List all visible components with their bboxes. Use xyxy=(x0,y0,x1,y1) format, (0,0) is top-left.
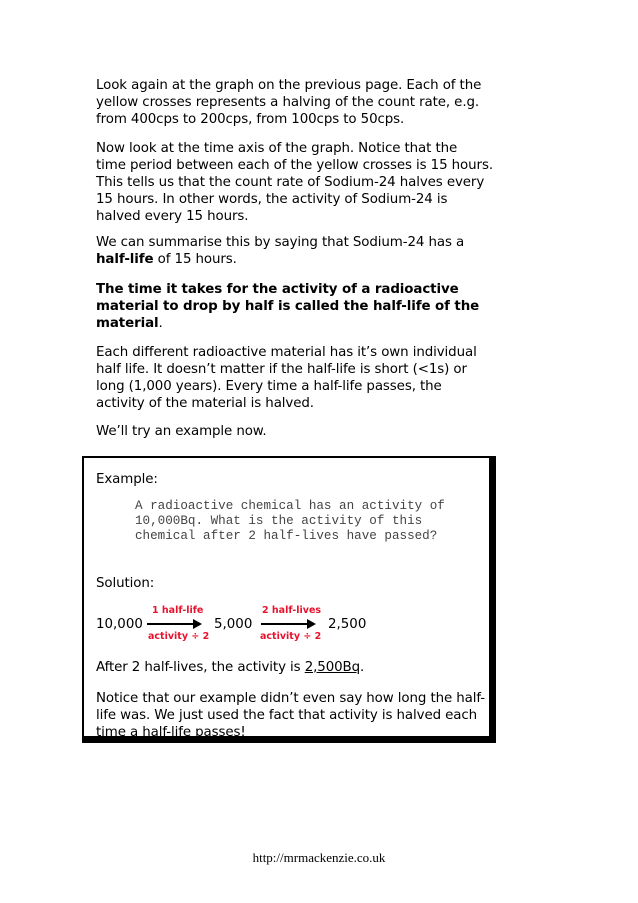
text-line: long (1,000 years). Every time a half-life passes, the xyxy=(96,379,442,394)
text-line: from 400cps to 200cps, from 100cps to 50cps. xyxy=(96,112,405,127)
footer-url: http://mrmackenzie.co.uk xyxy=(252,850,386,865)
text-line: half life. It doesn’t matter if the half-life is short (<1s) or xyxy=(96,362,467,377)
text-line: 10,000Bq. What is the activity of this xyxy=(135,514,423,528)
arrow-right-icon xyxy=(261,623,314,625)
text-line xyxy=(96,659,496,676)
paragraph-graph-recap xyxy=(96,77,496,128)
paragraph-intro-example xyxy=(96,423,496,440)
half-life-definition xyxy=(96,281,496,332)
text-line: 15 hours. In other words, the activity of Sodium-24 is xyxy=(96,192,448,207)
solution-heading xyxy=(96,575,496,592)
text-line: Now look at the time axis of the graph. Notice that the xyxy=(96,141,458,156)
arrow1-bottom-label: activity ÷ 2 xyxy=(148,631,210,642)
arrow1-top-label: 1 half-life xyxy=(152,605,204,616)
text-span: After 2 half-lives, the activity is xyxy=(96,660,305,675)
text-span: . xyxy=(158,316,163,331)
text-line: The time it takes for the activity of a radioactive xyxy=(96,282,459,297)
example-heading xyxy=(96,471,496,488)
text-line: Notice that our example didn’t even say how long the half- xyxy=(96,691,486,706)
text-line: We can summarise this by saying that Sodium-24 has a xyxy=(96,235,465,250)
arrow-right-icon xyxy=(147,623,200,625)
example-note xyxy=(96,690,496,741)
paragraph-summary xyxy=(96,234,496,268)
text-line: chemical after 2 half-lives have passed? xyxy=(135,529,438,543)
text-line: Solution: xyxy=(96,576,155,591)
answer-value: 2,500Bq xyxy=(304,660,361,675)
paragraph-materials xyxy=(96,344,496,412)
text-line: material to drop by half is called the half-life of the xyxy=(96,299,480,314)
half-life-term: half-life xyxy=(96,252,154,267)
text-line: Example: xyxy=(96,472,158,487)
text-line: A radioactive chemical has an activity of xyxy=(135,499,445,513)
example-question xyxy=(135,499,445,544)
text-line: life was. We just used the fact that activity is halved each xyxy=(96,708,478,723)
text-line xyxy=(96,251,496,268)
flow-mid-value: 5,000 xyxy=(214,617,253,632)
text-line: time a half-life passes! xyxy=(96,725,246,740)
text-span: of 15 hours. xyxy=(153,252,237,267)
text-line xyxy=(96,315,496,332)
text-line: time period between each of the yellow crosses is 15 hours. xyxy=(96,158,493,173)
text-line: Each different radioactive material has it’s own individual xyxy=(96,345,477,360)
text-span: material xyxy=(96,316,159,331)
text-line: halved every 15 hours. xyxy=(96,209,249,224)
flow-end-value: 2,500 xyxy=(328,617,367,632)
text-line: Look again at the graph on the previous page. Each of the xyxy=(96,78,482,93)
text-span: . xyxy=(360,660,365,675)
arrow2-bottom-label: activity ÷ 2 xyxy=(260,631,322,642)
arrow2-top-label: 2 half-lives xyxy=(262,605,322,616)
text-line: We’ll try an example now. xyxy=(96,424,267,439)
text-line: This tells us that the count rate of Sodium-24 halves every xyxy=(96,175,485,190)
paragraph-time-axis xyxy=(96,140,496,225)
text-line: yellow crosses represents a halving of the count rate, e.g. xyxy=(96,95,480,110)
text-line: activity of the material is halved. xyxy=(96,396,314,411)
flow-start-value: 10,000 xyxy=(96,617,143,632)
example-answer xyxy=(96,659,496,676)
